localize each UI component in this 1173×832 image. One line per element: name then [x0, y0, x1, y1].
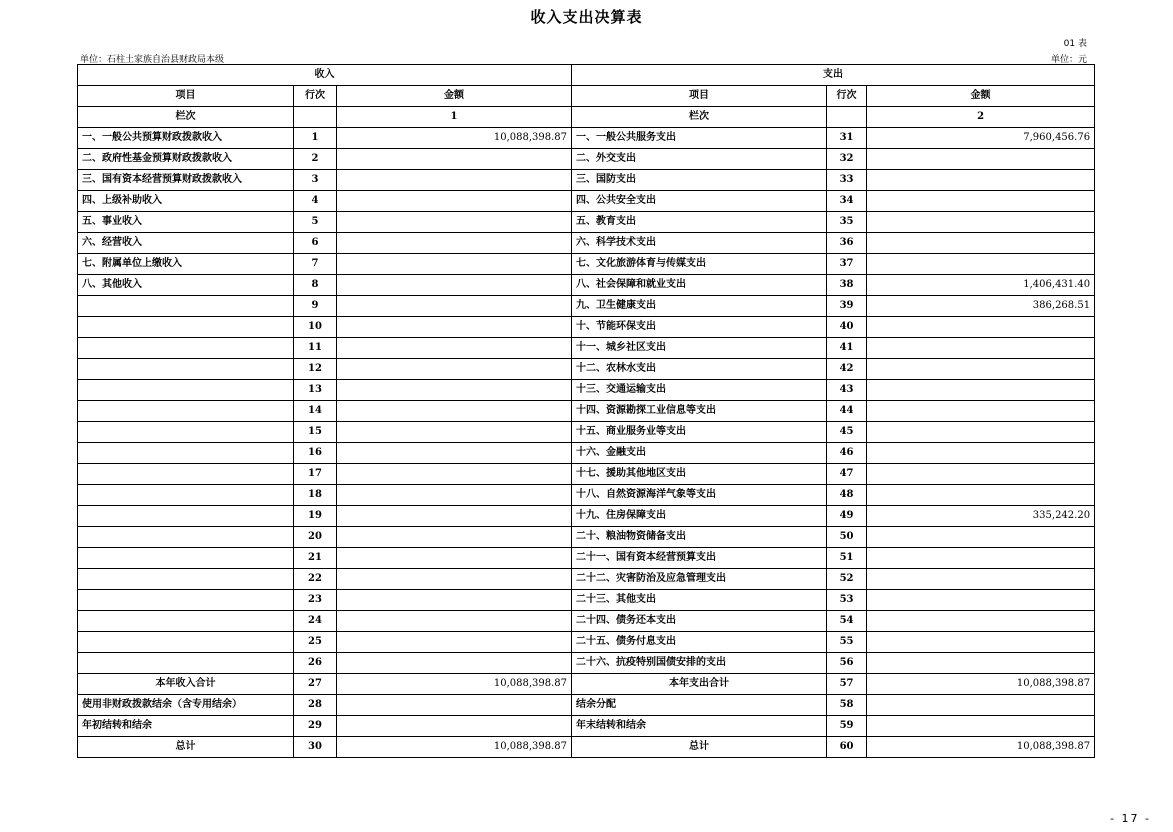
- table-row: [78, 611, 1095, 632]
- income-item-cell: [78, 443, 294, 464]
- expense-rowno-cell: 34: [827, 191, 867, 212]
- expense-total-label: 本年支出合计: [572, 674, 827, 695]
- income-amount-cell: 10,088,398.87: [337, 128, 572, 149]
- expense-total-rowno: 59: [827, 716, 867, 737]
- income-amount-cell: [337, 254, 572, 275]
- income-amount-header: 金额: [337, 86, 572, 107]
- income-item-cell: 三、国有资本经营预算财政拨款收入: [78, 170, 294, 191]
- income-item-cell: 二、政府性基金预算财政拨款收入: [78, 149, 294, 170]
- income-total-amount: 10,088,398.87: [337, 674, 572, 695]
- expense-amount-cell: [867, 443, 1095, 464]
- expense-amount-cell: [867, 359, 1095, 380]
- income-item-cell: [78, 422, 294, 443]
- expense-item-cell: 十五、商业服务业等支出: [572, 422, 827, 443]
- income-rowno-cell: 24: [294, 611, 337, 632]
- income-amount-cell: [337, 506, 572, 527]
- table-row: [78, 653, 1095, 674]
- table-row: [78, 569, 1095, 590]
- income-rowno-cell: 6: [294, 233, 337, 254]
- expense-amount-cell: [867, 380, 1095, 401]
- table-row: [78, 464, 1095, 485]
- table-row: [78, 359, 1095, 380]
- expense-rowno-cell: 51: [827, 548, 867, 569]
- expense-amount-cell: [867, 149, 1095, 170]
- expense-amount-cell: 7,960,456.76: [867, 128, 1095, 149]
- income-rowno-cell: 4: [294, 191, 337, 212]
- income-amount-cell: [337, 527, 572, 548]
- income-rowno-cell: 12: [294, 359, 337, 380]
- income-total-label: 使用非财政拨款结余（含专用结余）: [78, 695, 294, 716]
- income-rowno-cell: 2: [294, 149, 337, 170]
- expense-total-rowno: 58: [827, 695, 867, 716]
- income-amount-cell: [337, 191, 572, 212]
- expense-total-label: 年末结转和结余: [572, 716, 827, 737]
- table-row: [78, 485, 1095, 506]
- income-amount-cell: [337, 653, 572, 674]
- expense-amount-cell: [867, 233, 1095, 254]
- income-item-cell: [78, 632, 294, 653]
- expense-item-cell: 十二、农林水支出: [572, 359, 827, 380]
- expense-rowno-cell: 37: [827, 254, 867, 275]
- expense-item-cell: 二十二、灾害防治及应急管理支出: [572, 569, 827, 590]
- expense-item-cell: 十四、资源勘探工业信息等支出: [572, 401, 827, 422]
- income-rowno-cell: 22: [294, 569, 337, 590]
- income-item-cell: [78, 485, 294, 506]
- expense-total-rowno: 60: [827, 737, 867, 758]
- income-item-cell: [78, 569, 294, 590]
- expense-item-cell: 二、外交支出: [572, 149, 827, 170]
- income-item-cell: [78, 380, 294, 401]
- income-rowno-cell: 16: [294, 443, 337, 464]
- income-total-label: 总计: [78, 737, 294, 758]
- table-row: [78, 296, 1095, 317]
- expense-item-cell: 十九、住房保障支出: [572, 506, 827, 527]
- expense-item-header: 项目: [572, 86, 827, 107]
- table-row: [78, 275, 1095, 296]
- section-header-row: [78, 65, 1095, 86]
- expense-total-amount: 10,088,398.87: [867, 737, 1095, 758]
- expense-rowno-cell: 38: [827, 275, 867, 296]
- income-item-cell: [78, 527, 294, 548]
- expense-rowno-cell: 46: [827, 443, 867, 464]
- expense-rowno-cell: 53: [827, 590, 867, 611]
- expense-rowno-cell: 33: [827, 170, 867, 191]
- income-total-amount: 10,088,398.87: [337, 737, 572, 758]
- income-rowno-cell: 7: [294, 254, 337, 275]
- income-amount-cell: [337, 422, 572, 443]
- income-rowno-cell: 14: [294, 401, 337, 422]
- income-amount-cell: [337, 275, 572, 296]
- income-column-blank: [294, 107, 337, 128]
- expense-item-cell: 五、教育支出: [572, 212, 827, 233]
- expense-amount-cell: [867, 611, 1095, 632]
- income-rowno-cell: 11: [294, 338, 337, 359]
- expense-amount-cell: [867, 653, 1095, 674]
- expense-item-cell: 二十六、抗疫特别国债安排的支出: [572, 653, 827, 674]
- income-rowno-cell: 9: [294, 296, 337, 317]
- income-rowno-cell: 5: [294, 212, 337, 233]
- expense-column-number: 2: [867, 107, 1095, 128]
- income-column-number: 1: [337, 107, 572, 128]
- income-amount-cell: [337, 170, 572, 191]
- expense-rowno-cell: 48: [827, 485, 867, 506]
- expense-total-amount: 10,088,398.87: [867, 674, 1095, 695]
- expense-amount-cell: [867, 317, 1095, 338]
- table-row: [78, 401, 1095, 422]
- income-item-cell: [78, 296, 294, 317]
- page-title: 收入支出决算表: [530, 8, 643, 26]
- income-rowno-cell: 3: [294, 170, 337, 191]
- form-number: 01 表: [1063, 39, 1087, 49]
- table-row: [78, 590, 1095, 611]
- expense-amount-cell: [867, 464, 1095, 485]
- expense-item-cell: 六、科学技术支出: [572, 233, 827, 254]
- income-amount-cell: [337, 611, 572, 632]
- income-item-cell: [78, 548, 294, 569]
- page-number: - 17 -: [1110, 812, 1151, 825]
- expense-amount-cell: [867, 527, 1095, 548]
- income-expense-table: [77, 64, 1095, 758]
- total-row: [78, 737, 1095, 758]
- income-item-cell: 八、其他收入: [78, 275, 294, 296]
- expense-total-rowno: 57: [827, 674, 867, 695]
- expense-rowno-cell: 45: [827, 422, 867, 443]
- income-rowno-cell: 8: [294, 275, 337, 296]
- expense-amount-cell: [867, 170, 1095, 191]
- income-rowno-cell: 20: [294, 527, 337, 548]
- income-item-cell: [78, 401, 294, 422]
- expense-item-cell: 八、社会保障和就业支出: [572, 275, 827, 296]
- income-item-cell: 七、附属单位上缴收入: [78, 254, 294, 275]
- income-total-rowno: 30: [294, 737, 337, 758]
- table-row: [78, 527, 1095, 548]
- expense-column-label: 栏次: [572, 107, 827, 128]
- expense-rowno-header: 行次: [827, 86, 867, 107]
- income-amount-cell: [337, 485, 572, 506]
- expense-amount-cell: [867, 254, 1095, 275]
- expense-total-amount: [867, 695, 1095, 716]
- expense-item-cell: 二十、粮油物资储备支出: [572, 527, 827, 548]
- expense-amount-cell: 1,406,431.40: [867, 275, 1095, 296]
- expense-rowno-cell: 40: [827, 317, 867, 338]
- income-amount-cell: [337, 149, 572, 170]
- expense-item-cell: 十、节能环保支出: [572, 317, 827, 338]
- income-rowno-cell: 25: [294, 632, 337, 653]
- income-amount-cell: [337, 632, 572, 653]
- expense-rowno-cell: 50: [827, 527, 867, 548]
- income-rowno-cell: 10: [294, 317, 337, 338]
- income-rowno-cell: 15: [294, 422, 337, 443]
- expense-column-blank: [827, 107, 867, 128]
- income-section-header: 收入: [78, 65, 572, 86]
- unit-currency: 单位：元: [1050, 55, 1087, 65]
- table-row: [78, 317, 1095, 338]
- income-item-cell: 四、上级补助收入: [78, 191, 294, 212]
- income-amount-cell: [337, 296, 572, 317]
- table-row: [78, 191, 1095, 212]
- expense-rowno-cell: 52: [827, 569, 867, 590]
- expense-rowno-cell: 55: [827, 632, 867, 653]
- expense-item-cell: 九、卫生健康支出: [572, 296, 827, 317]
- expense-rowno-cell: 44: [827, 401, 867, 422]
- expense-rowno-cell: 35: [827, 212, 867, 233]
- table-row: [78, 632, 1095, 653]
- income-total-amount: [337, 695, 572, 716]
- table-row: [78, 212, 1095, 233]
- table-row: [78, 149, 1095, 170]
- expense-item-cell: 三、国防支出: [572, 170, 827, 191]
- income-rowno-cell: 19: [294, 506, 337, 527]
- table-row: [78, 338, 1095, 359]
- expense-total-amount: [867, 716, 1095, 737]
- income-total-rowno: 29: [294, 716, 337, 737]
- table-row: [78, 422, 1095, 443]
- expense-item-cell: 十六、金融支出: [572, 443, 827, 464]
- expense-amount-cell: [867, 485, 1095, 506]
- expense-amount-cell: [867, 569, 1095, 590]
- income-item-cell: [78, 317, 294, 338]
- expense-item-cell: 二十四、债务还本支出: [572, 611, 827, 632]
- income-item-cell: 六、经营收入: [78, 233, 294, 254]
- income-amount-cell: [337, 233, 572, 254]
- expense-rowno-cell: 42: [827, 359, 867, 380]
- expense-rowno-cell: 41: [827, 338, 867, 359]
- expense-item-cell: 十三、交通运输支出: [572, 380, 827, 401]
- income-item-cell: [78, 506, 294, 527]
- income-amount-cell: [337, 359, 572, 380]
- expense-amount-cell: [867, 590, 1095, 611]
- expense-rowno-cell: 31: [827, 128, 867, 149]
- table-row: [78, 506, 1095, 527]
- expense-amount-cell: [867, 401, 1095, 422]
- expense-total-label: 总计: [572, 737, 827, 758]
- income-amount-cell: [337, 548, 572, 569]
- income-amount-cell: [337, 401, 572, 422]
- income-amount-cell: [337, 380, 572, 401]
- income-rowno-cell: 26: [294, 653, 337, 674]
- income-rowno-header: 行次: [294, 86, 337, 107]
- income-amount-cell: [337, 569, 572, 590]
- expense-amount-cell: [867, 548, 1095, 569]
- expense-amount-cell: [867, 212, 1095, 233]
- income-rowno-cell: 23: [294, 590, 337, 611]
- income-rowno-cell: 1: [294, 128, 337, 149]
- income-item-header: 项目: [78, 86, 294, 107]
- unit-organization: 单位：石柱土家族自治县财政局本级: [80, 55, 225, 65]
- expense-amount-cell: [867, 191, 1095, 212]
- income-amount-cell: [337, 317, 572, 338]
- income-total-rowno: 28: [294, 695, 337, 716]
- expense-rowno-cell: 47: [827, 464, 867, 485]
- expense-item-cell: 二十三、其他支出: [572, 590, 827, 611]
- expense-rowno-cell: 36: [827, 233, 867, 254]
- income-amount-cell: [337, 464, 572, 485]
- income-rowno-cell: 17: [294, 464, 337, 485]
- expense-section-header: 支出: [572, 65, 1095, 86]
- expense-item-cell: 七、文化旅游体育与传媒支出: [572, 254, 827, 275]
- income-amount-cell: [337, 212, 572, 233]
- expense-item-cell: 十八、自然资源海洋气象等支出: [572, 485, 827, 506]
- expense-amount-header: 金额: [867, 86, 1095, 107]
- income-rowno-cell: 13: [294, 380, 337, 401]
- column-header-row: [78, 86, 1095, 107]
- expense-rowno-cell: 56: [827, 653, 867, 674]
- income-item-cell: 一、一般公共预算财政拨款收入: [78, 128, 294, 149]
- income-item-cell: [78, 338, 294, 359]
- expense-item-cell: 四、公共安全支出: [572, 191, 827, 212]
- income-total-label: 本年收入合计: [78, 674, 294, 695]
- income-column-label: 栏次: [78, 107, 294, 128]
- expense-amount-cell: [867, 632, 1095, 653]
- income-item-cell: [78, 611, 294, 632]
- income-amount-cell: [337, 443, 572, 464]
- expense-amount-cell: [867, 422, 1095, 443]
- table-row: [78, 233, 1095, 254]
- total-row: [78, 674, 1095, 695]
- expense-amount-cell: [867, 338, 1095, 359]
- income-total-rowno: 27: [294, 674, 337, 695]
- expense-item-cell: 十七、援助其他地区支出: [572, 464, 827, 485]
- expense-item-cell: 二十一、国有资本经营预算支出: [572, 548, 827, 569]
- expense-item-cell: 二十五、债务付息支出: [572, 632, 827, 653]
- income-rowno-cell: 18: [294, 485, 337, 506]
- expense-rowno-cell: 43: [827, 380, 867, 401]
- income-item-cell: [78, 359, 294, 380]
- income-total-label: 年初结转和结余: [78, 716, 294, 737]
- column-number-row: [78, 107, 1095, 128]
- total-row: [78, 695, 1095, 716]
- income-item-cell: [78, 590, 294, 611]
- total-row: [78, 716, 1095, 737]
- expense-amount-cell: 386,268.51: [867, 296, 1095, 317]
- income-item-cell: [78, 464, 294, 485]
- expense-amount-cell: 335,242.20: [867, 506, 1095, 527]
- table-row: [78, 170, 1095, 191]
- income-item-cell: [78, 653, 294, 674]
- income-rowno-cell: 21: [294, 548, 337, 569]
- income-item-cell: 五、事业收入: [78, 212, 294, 233]
- table-row: [78, 548, 1095, 569]
- expense-item-cell: 一、一般公共服务支出: [572, 128, 827, 149]
- table-row: [78, 254, 1095, 275]
- expense-total-label: 结余分配: [572, 695, 827, 716]
- income-amount-cell: [337, 590, 572, 611]
- expense-rowno-cell: 54: [827, 611, 867, 632]
- table-row: [78, 443, 1095, 464]
- expense-rowno-cell: 32: [827, 149, 867, 170]
- expense-rowno-cell: 49: [827, 506, 867, 527]
- expense-item-cell: 十一、城乡社区支出: [572, 338, 827, 359]
- table-row: [78, 380, 1095, 401]
- income-amount-cell: [337, 338, 572, 359]
- expense-rowno-cell: 39: [827, 296, 867, 317]
- table-row: [78, 128, 1095, 149]
- income-total-amount: [337, 716, 572, 737]
